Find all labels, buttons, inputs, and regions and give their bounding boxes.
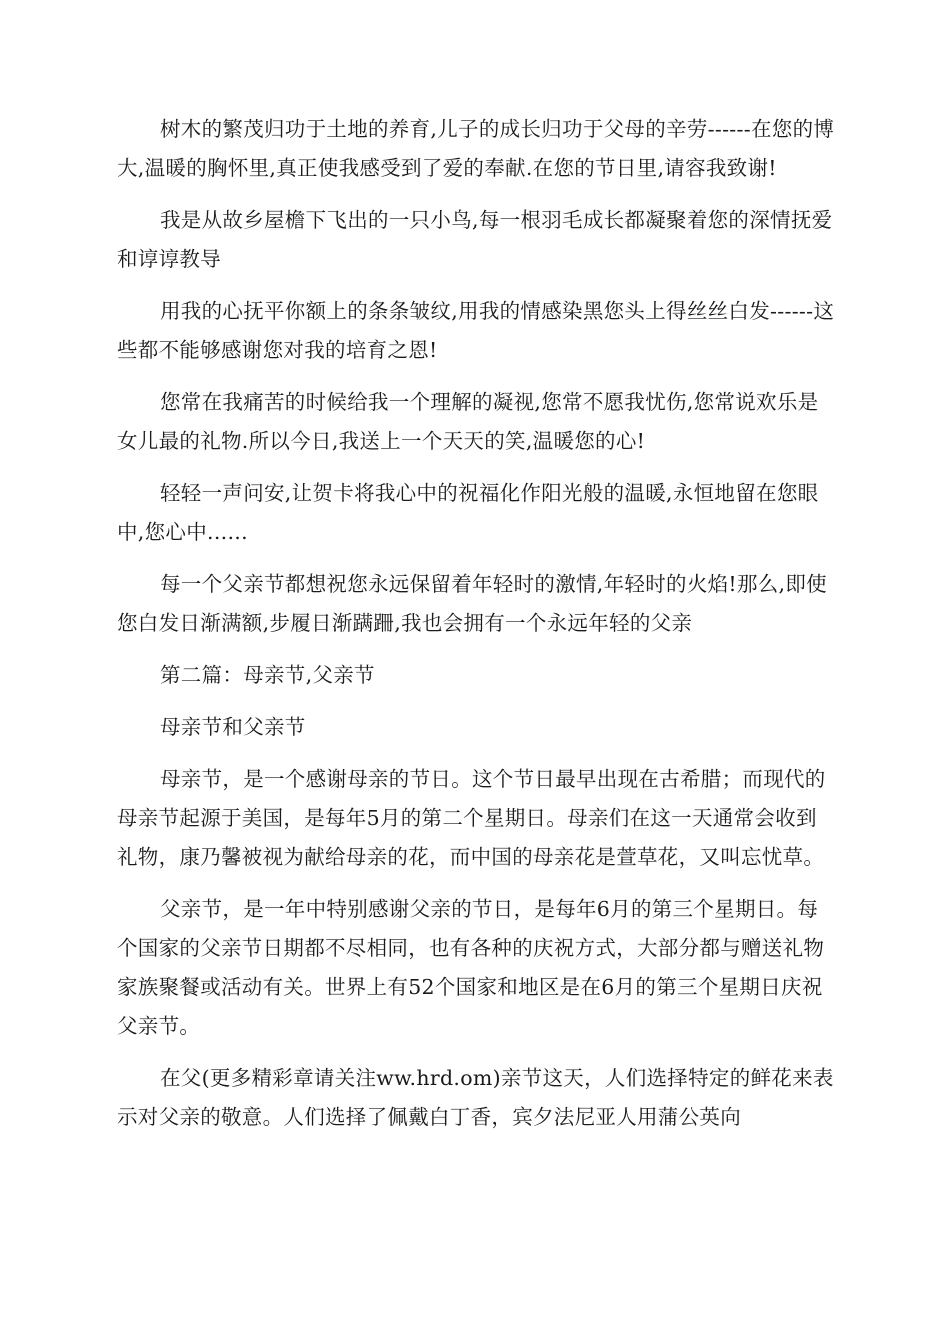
- section-subtitle: 母亲节和父亲节: [160, 715, 306, 739]
- document-body: [117, 110, 835, 1150]
- paragraph-fathers-day: 父亲节，是一年中特别感谢父亲的节日，是每年6月的第三个星期日。每个国家的父亲节日期都不尽相同，也有各种的庆祝方式，大部分都与赠送礼物家族聚餐或活动有关。世界上有52个国家和地区是在6月的第三个星期日庆祝父亲节。: [117, 897, 825, 1038]
- paragraph-little-bird: 我是从故乡屋檐下飞出的一只小鸟,每一根羽毛成长都凝聚着您的深情抚爱和谆谆教导: [117, 208, 833, 271]
- paragraph-young-father: 每一个父亲节都想祝您永远保留着年轻时的激情,年轻时的火焰!那么,即使您白发日渐满额,步履日渐蹒跚,我也会拥有一个永远年轻的父亲: [117, 572, 827, 635]
- section-heading: 第二篇：母亲节,父亲节: [160, 663, 375, 687]
- paragraph-smooth-wrinkles: 用我的心抚平你额上的条条皱纹,用我的情感染黑您头上得丝丝白发------这些都不能够感谢您对我的培育之恩!: [117, 299, 835, 362]
- paragraph-understanding-gaze: 您常在我痛苦的时候给我一个理解的凝视,您常不愿我忧伤,您常说欢乐是女儿最的礼物.所以今日,我送上一个天天的笑,温暖您的心!: [117, 390, 819, 453]
- paragraph-mothers-day: 母亲节，是一个感谢母亲的节日。这个节日最早出现在古希腊；而现代的母亲节起源于美国，是每年5月的第二个星期日。母亲们在这一天通常会收到礼物，康乃馨被视为献给母亲的花，而中国的母亲花是萱草花，又叫忘忧草。: [117, 767, 826, 869]
- paragraph-greeting-card: 轻轻一声问安,让贺卡将我心中的祝福化作阳光般的温暖,永恒地留在您眼中,您心中......: [117, 481, 819, 544]
- paragraph-fathers-day-flowers: 在父(更多精彩章请关注ww.hrd.om)亲节这天，人们选择特定的鲜花来表示对父亲的敬意。人们选择了佩戴白丁香，宾夕法尼亚人用蒲公英向: [117, 1066, 834, 1129]
- paragraph-tree-gratitude: 树木的繁茂归功于土地的养育,儿子的成长归功于父母的辛劳------在您的博大,温暖的胸怀里,真正使我感受到了爱的奉献.在您的节日里,请容我致谢!: [117, 117, 835, 180]
